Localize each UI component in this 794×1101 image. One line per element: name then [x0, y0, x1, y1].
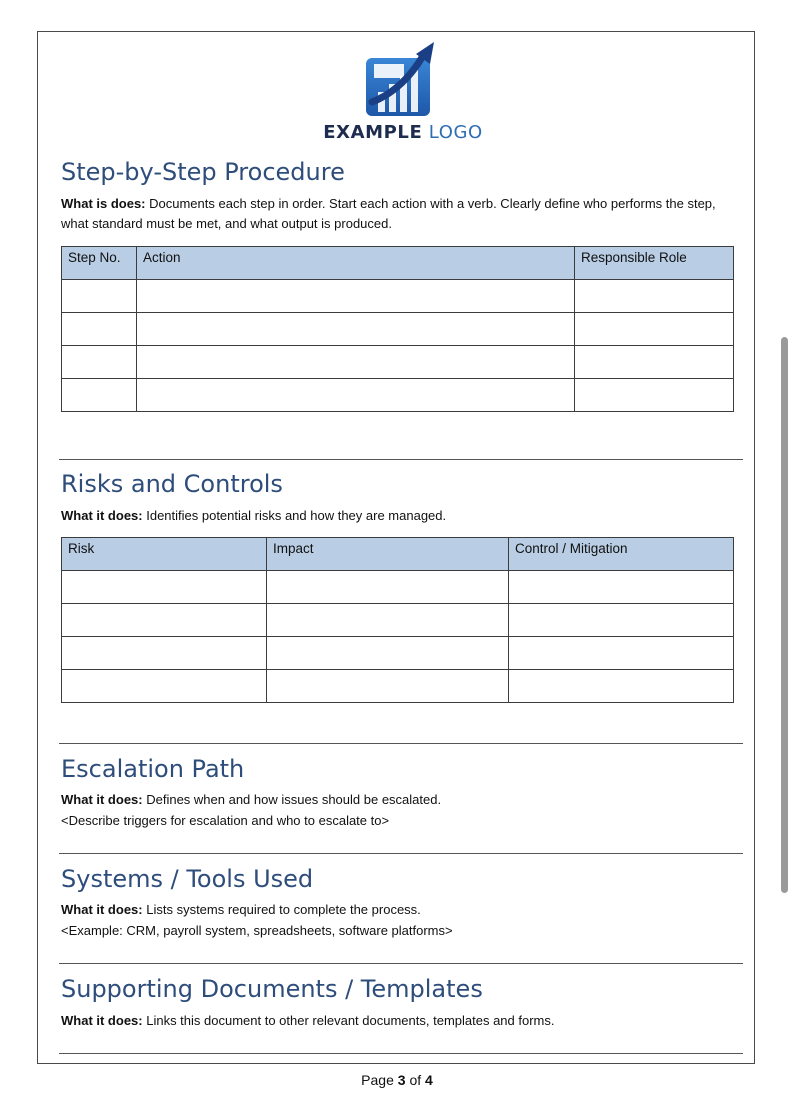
table-row: [62, 346, 734, 379]
table-cell[interactable]: [62, 637, 267, 670]
table-cell[interactable]: [575, 379, 734, 412]
table-cell[interactable]: [509, 670, 734, 703]
table-row: [62, 604, 734, 637]
table-row: [62, 670, 734, 703]
table-cell[interactable]: [62, 313, 137, 346]
column-header-action: Action: [137, 247, 575, 280]
table-cell[interactable]: [575, 280, 734, 313]
systems-placeholder-text: <Example: CRM, payroll system, spreadsheets, software platforms>: [61, 923, 453, 938]
vertical-scrollbar[interactable]: [781, 337, 788, 893]
table-header-row: [62, 538, 734, 571]
table-cell[interactable]: [267, 571, 509, 604]
section-divider: [59, 963, 743, 964]
logo-wordmark: EXAMPLE LOGO: [323, 122, 483, 143]
section-description-procedure: What is does: Documents each step in order. Start each action with a verb. Clearly define who performs the step, what standard must be met, and what output is produced.: [61, 196, 716, 231]
table-cell[interactable]: [267, 637, 509, 670]
company-logo: [318, 40, 488, 146]
column-header-impact: Impact: [267, 538, 509, 571]
column-header-step-no: Step No.: [62, 247, 137, 280]
table-cell[interactable]: [62, 571, 267, 604]
section-description-risks: What it does: Identifies potential risks and how they are managed.: [61, 508, 447, 523]
section-heading-supporting-documents: Supporting Documents / Templates: [61, 975, 483, 1003]
section-divider: [59, 1053, 743, 1054]
table-cell[interactable]: [137, 313, 575, 346]
section-heading-procedure: Step-by-Step Procedure: [61, 158, 345, 186]
table-cell[interactable]: [267, 670, 509, 703]
column-header-risk: Risk: [62, 538, 267, 571]
section-description-escalation: What it does: Defines when and how issues should be escalated.: [61, 792, 442, 807]
table-cell[interactable]: [575, 313, 734, 346]
section-heading-systems: Systems / Tools Used: [61, 865, 314, 893]
page-number: Page 3 of 4: [361, 1072, 433, 1088]
table-row: [62, 379, 734, 412]
section-description-systems: What it does: Lists systems required to complete the process.: [61, 902, 421, 917]
escalation-placeholder-text: <Describe triggers for escalation and who to escalate to>: [61, 813, 390, 828]
risks-table: [61, 537, 734, 703]
table-row: [62, 313, 734, 346]
table-cell[interactable]: [267, 604, 509, 637]
section-heading-escalation: Escalation Path: [61, 755, 245, 783]
table-cell[interactable]: [62, 346, 137, 379]
table-cell[interactable]: [62, 280, 137, 313]
section-heading-risks: Risks and Controls: [61, 470, 283, 498]
column-header-control-mitigation: Control / Mitigation: [509, 538, 734, 571]
table-cell[interactable]: [509, 637, 734, 670]
section-divider: [59, 459, 743, 460]
table-cell[interactable]: [509, 604, 734, 637]
table-row: [62, 571, 734, 604]
table-header-row: [62, 247, 734, 280]
table-row: [62, 280, 734, 313]
table-cell[interactable]: [509, 571, 734, 604]
table-cell[interactable]: [62, 604, 267, 637]
column-header-responsible-role: Responsible Role: [575, 247, 734, 280]
section-divider: [59, 743, 743, 744]
table-cell[interactable]: [137, 346, 575, 379]
section-divider: [59, 853, 743, 854]
table-cell[interactable]: [575, 346, 734, 379]
table-cell[interactable]: [137, 280, 575, 313]
table-cell[interactable]: [62, 379, 137, 412]
table-cell[interactable]: [137, 379, 575, 412]
procedure-table: [61, 246, 734, 412]
logo-chart-icon: [366, 40, 440, 120]
table-cell[interactable]: [62, 670, 267, 703]
table-row: [62, 637, 734, 670]
section-description-supporting-documents: What it does: Links this document to other relevant documents, templates and forms.: [61, 1013, 555, 1028]
